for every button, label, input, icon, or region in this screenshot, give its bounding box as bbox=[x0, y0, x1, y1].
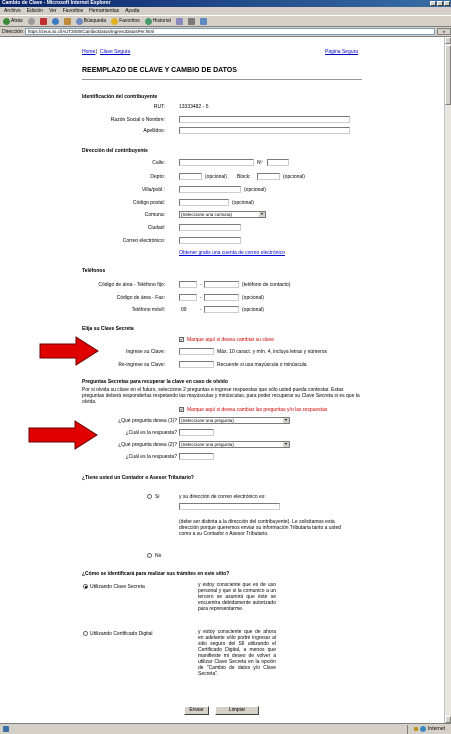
apellidos-input[interactable] bbox=[179, 127, 350, 134]
rut-label: RUT: bbox=[153, 104, 165, 110]
mail-icon bbox=[176, 18, 183, 25]
preguntas-title: Preguntas Secretas para recuperar la clave en caso de olvido bbox=[82, 379, 228, 385]
search-icon bbox=[76, 18, 83, 25]
window-title: Cambio de Clave - Microsoft Internet Explorer bbox=[2, 0, 111, 6]
address-bar bbox=[0, 27, 451, 37]
certificado-digital-text: y estoy consciente que de ahora en adelante sólo podré ingresar al sitio seguro del SII utilizando el Certificado Digital, a menos que manifieste mi deseo de volver a utilizar Clave Secreta en la opción de "Cambio de datos y/o Clave Secreta". bbox=[198, 629, 276, 677]
page-done-icon bbox=[3, 726, 9, 732]
edit-button[interactable] bbox=[200, 18, 207, 25]
menubar bbox=[0, 7, 451, 15]
villa-input[interactable] bbox=[179, 186, 241, 193]
identificacion-title: Identificación del contribuyente bbox=[82, 94, 158, 100]
menu-archivo[interactable]: Archivo bbox=[4, 8, 21, 14]
movil-input[interactable] bbox=[204, 306, 239, 313]
correo-gratis-link[interactable]: Obtener gratis una cuenta de correo electrónico bbox=[179, 250, 285, 256]
certificado-digital-option: Utilizando Certificado Digital bbox=[90, 631, 153, 637]
fijo-label: Código de área - Teléfono fijo: bbox=[98, 282, 165, 288]
search-button[interactable]: Búsqueda bbox=[76, 18, 107, 25]
certificado-digital-radio[interactable] bbox=[83, 631, 88, 636]
status-bar bbox=[0, 723, 451, 734]
telefonos-title: Teléfonos bbox=[82, 268, 106, 274]
divider bbox=[82, 79, 362, 80]
enviar-button[interactable]: Enviar bbox=[184, 706, 209, 715]
contador-email-input[interactable] bbox=[179, 503, 280, 510]
forward-arrow-icon bbox=[28, 18, 35, 25]
edit-icon bbox=[200, 18, 207, 25]
numero-label: Nº bbox=[257, 160, 263, 166]
codigo-label: Código postal: bbox=[133, 200, 165, 206]
depto-opcional: (opcional) bbox=[205, 174, 227, 180]
comuna-select[interactable]: (Seleccione una comuna) ▼ bbox=[179, 211, 266, 218]
calle-input[interactable] bbox=[179, 159, 254, 166]
contador-title: ¿Tiene usted un Contador o Asesor Tributario? bbox=[82, 475, 194, 481]
favorites-button[interactable]: Favoritos bbox=[111, 18, 140, 25]
cambiar-preguntas-label: Marque aquí si desea cambiar las preguntas y/o las respuestas bbox=[187, 407, 328, 413]
reingrese-clave-label: Re-ingrese su Clave: bbox=[118, 362, 165, 368]
villa-opcional: (opcional) bbox=[244, 187, 266, 193]
preguntas-description: Por si olvida su clave en el futuro, seleccione 2 preguntas e ingrese respuestas que sólo usted pueda contestar. Estas preguntas deberá responderlas respetando las mayúsculas y minúsculas, para poder recuperar su Clave Secreta si es que la olvida. bbox=[82, 387, 360, 405]
respuesta2-label: ¿Cuál es la respuesta? bbox=[125, 454, 177, 460]
razon-input[interactable] bbox=[179, 116, 350, 123]
movil-label: Teléfono móvil: bbox=[131, 307, 165, 313]
security-zone bbox=[407, 725, 451, 734]
fijo-note: (teléfono de contacto) bbox=[242, 282, 291, 288]
apellidos-label: Apellidos: bbox=[143, 128, 165, 134]
clave-secreta-text: y estoy consciente que es de uso personal y que si la comunico a un tercero se asumirá que éste se encuentra debidamente autorizado para representarme. bbox=[198, 582, 276, 612]
red-arrow-icon bbox=[38, 336, 100, 366]
fax-numero-input[interactable] bbox=[204, 294, 239, 301]
ciudad-input[interactable] bbox=[179, 224, 241, 231]
numero-input[interactable] bbox=[267, 159, 289, 166]
page-title: REEMPLAZO DE CLAVE Y CAMBIO DE DATOS bbox=[82, 67, 237, 74]
cambiar-clave-label: Marque aquí si desea cambiar su clave bbox=[187, 337, 274, 343]
scroll-thumb[interactable] bbox=[445, 45, 451, 105]
depto-label: Depto: bbox=[150, 174, 165, 180]
clave-secreta-option: Utilizando Clave Secreta bbox=[90, 584, 145, 590]
star-icon bbox=[111, 18, 118, 25]
ciudad-label: Ciudad: bbox=[147, 225, 165, 231]
correo-label: Correo electrónico: bbox=[122, 238, 165, 244]
menu-herramientas[interactable]: Herramientas bbox=[89, 8, 120, 14]
page-viewport bbox=[0, 37, 444, 723]
browser-toolbar bbox=[0, 15, 451, 27]
clave-segura-link[interactable]: Clave Segura bbox=[100, 49, 131, 55]
fax-opcional: (opcional) bbox=[242, 295, 264, 301]
pregunta2-select[interactable]: (Seleccione una pregunta) ▼ bbox=[179, 441, 290, 448]
home-button[interactable] bbox=[64, 18, 71, 25]
vertical-scrollbar[interactable] bbox=[444, 37, 451, 723]
block-input[interactable] bbox=[257, 173, 280, 180]
codigo-input[interactable] bbox=[179, 199, 229, 206]
cambiar-preguntas-checkbox[interactable]: ✔ bbox=[180, 407, 184, 412]
history-icon bbox=[145, 18, 152, 25]
direccion-title: Dirección del contribuyente bbox=[82, 148, 148, 154]
clave-title: Elija su Clave Secreta bbox=[82, 326, 134, 332]
globe-icon bbox=[420, 726, 426, 732]
back-button[interactable]: Atrás bbox=[3, 18, 23, 25]
back-arrow-icon bbox=[3, 18, 10, 25]
ingrese-clave-label: Ingrese su Clave: bbox=[126, 349, 165, 355]
contador-si-note: y su dirección de correo electrónico es: bbox=[179, 494, 266, 500]
contador-no-label: No bbox=[155, 553, 162, 559]
go-button[interactable]: Ir bbox=[437, 28, 451, 35]
stop-button[interactable] bbox=[40, 18, 47, 25]
address-input[interactable]: https://zeus.sii.cl/AUT2000/CambioDatos/IngresoDatosPer.html bbox=[25, 28, 435, 35]
pagina-segura-link[interactable]: Página Segura bbox=[325, 49, 359, 55]
menu-ver[interactable]: Ver bbox=[49, 8, 57, 14]
print-button[interactable] bbox=[188, 18, 195, 25]
close-button[interactable] bbox=[444, 1, 450, 6]
fijo-area-input[interactable] bbox=[179, 281, 197, 288]
calle-label: Calle: bbox=[152, 160, 165, 166]
menu-ayuda[interactable]: Ayuda bbox=[125, 8, 140, 14]
scroll-up-arrow-icon[interactable] bbox=[445, 37, 451, 44]
pregunta2-label: ¿Qué pregunta desea (2)? bbox=[118, 442, 177, 448]
zone-label: Internet bbox=[428, 726, 445, 732]
movil-dash: - bbox=[200, 307, 202, 313]
scroll-down-arrow-icon[interactable] bbox=[445, 716, 451, 723]
fijo-numero-input[interactable] bbox=[204, 281, 239, 288]
fijo-dash: - bbox=[200, 282, 202, 288]
history-button[interactable]: Historial bbox=[145, 18, 171, 25]
fax-label: Código de área - Fax: bbox=[116, 295, 165, 301]
contador-si-label: Si bbox=[155, 494, 160, 500]
clave-note: Máx. 10 caract. y mín. 4, incluya letras y números bbox=[217, 349, 328, 355]
pregunta1-select[interactable]: (Seleccione una pregunta) ▼ bbox=[179, 417, 290, 424]
contador-si-radio[interactable] bbox=[147, 494, 152, 499]
address-label: Dirección bbox=[2, 28, 23, 35]
reingrese-clave-input[interactable] bbox=[179, 361, 214, 368]
rut-value: 13333482 - 5 bbox=[179, 104, 209, 110]
menu-edicion[interactable]: Edición bbox=[26, 8, 44, 14]
mail-button[interactable] bbox=[176, 18, 183, 25]
block-opcional: (opcional) bbox=[283, 174, 305, 180]
limpiar-button[interactable]: Limpiar bbox=[215, 706, 259, 715]
respuesta1-label: ¿Cuál es la respuesta? bbox=[125, 430, 177, 436]
respuesta2-input[interactable] bbox=[179, 453, 214, 460]
contador-no-radio[interactable] bbox=[147, 553, 152, 558]
fax-area-input[interactable] bbox=[179, 294, 197, 301]
refresh-icon bbox=[52, 18, 59, 25]
home-icon bbox=[64, 18, 71, 25]
maximize-button[interactable] bbox=[437, 1, 443, 6]
fax-dash: - bbox=[200, 295, 202, 301]
window-titlebar bbox=[0, 0, 451, 7]
pregunta1-label: ¿Qué pregunta desea (1)? bbox=[118, 418, 177, 424]
minimize-button[interactable] bbox=[430, 1, 436, 6]
print-icon bbox=[188, 18, 195, 25]
menu-favoritos[interactable]: Favoritos bbox=[62, 8, 84, 14]
reingrese-note: Recuerde si usa mayúscula o minúscula bbox=[217, 362, 307, 368]
home-link[interactable]: Home bbox=[82, 49, 96, 55]
nav-separator: | bbox=[96, 49, 98, 55]
red-arrow-icon bbox=[27, 420, 99, 450]
razon-label: Razón Social o Nombre: bbox=[110, 117, 165, 123]
codigo-opcional: (opcional) bbox=[232, 200, 254, 206]
clave-secreta-radio[interactable] bbox=[83, 584, 88, 589]
correo-input[interactable] bbox=[179, 237, 241, 244]
forward-button[interactable] bbox=[28, 18, 35, 25]
refresh-button[interactable] bbox=[52, 18, 59, 25]
villa-label: Villa/pobl.: bbox=[142, 187, 165, 193]
comuna-label: Comuna: bbox=[144, 212, 165, 218]
stop-icon bbox=[40, 18, 47, 25]
tramites-title: ¿Cómo se identificará para realizar sus trámites en este sitio? bbox=[82, 571, 230, 577]
contador-disclaimer: (debe ser distinta a la dirección del contribuyente). Le solicitamos esta dirección porque queremos enviar su información Tributaria tanto a usted como a su Contador o Asesor Tributario. bbox=[179, 519, 342, 537]
depto-input[interactable] bbox=[179, 173, 202, 180]
clave-input[interactable] bbox=[179, 348, 214, 355]
movil-opcional: (opcional) bbox=[242, 307, 264, 313]
respuesta1-input[interactable] bbox=[179, 429, 214, 436]
lock-icon bbox=[414, 727, 418, 731]
block-label: Block: bbox=[237, 174, 251, 180]
movil-prefix: 09 bbox=[181, 307, 187, 313]
cambiar-clave-checkbox[interactable]: ✔ bbox=[180, 337, 184, 342]
